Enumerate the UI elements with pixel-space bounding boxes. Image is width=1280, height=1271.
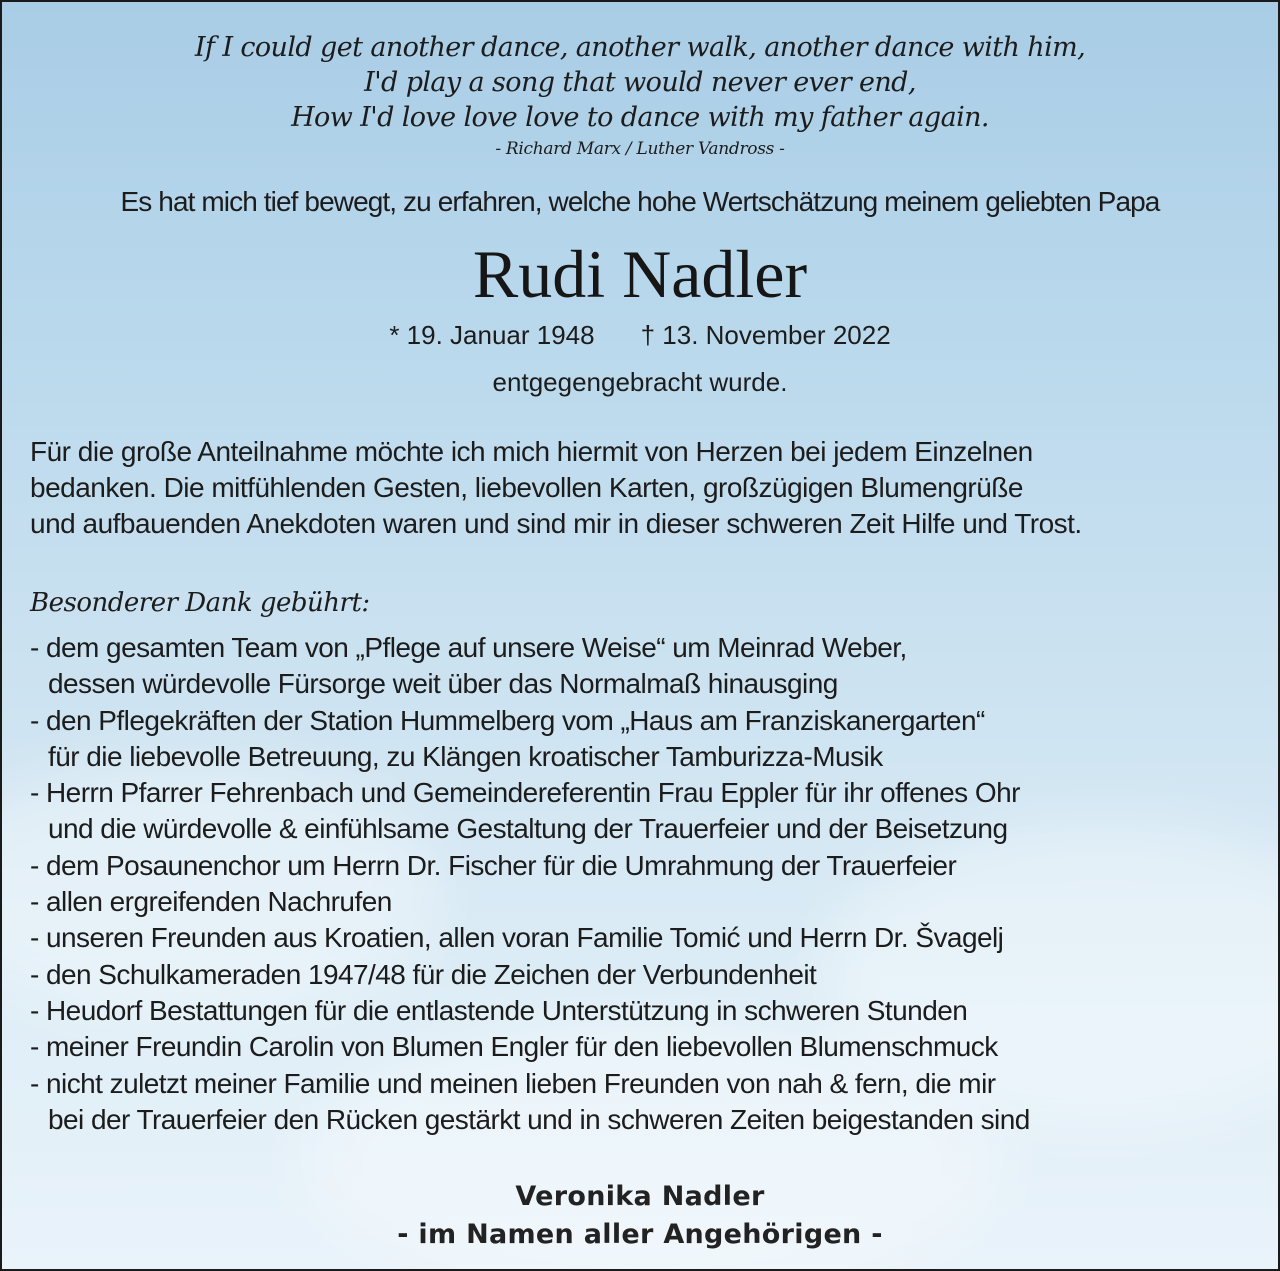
list-item: - allen ergreifenden Nachrufen xyxy=(30,886,392,918)
list-item-continuation: und die würdevolle & einfühlsame Gestaltung der Trauerfeier und der Beisetzung xyxy=(48,813,1008,845)
quote-line: How I'd love love love to dance with my father again. xyxy=(291,102,989,133)
list-item: - dem gesamten Team von „Pflege auf unsere Weise“ um Meinrad Weber, xyxy=(30,632,907,663)
death-date: † 13. November 2022 xyxy=(640,320,891,350)
quote-line: I'd play a song that would never ever end, xyxy=(364,67,916,98)
quote-line: If I could get another dance, another walk, another dance with him, xyxy=(194,32,1086,63)
list-item: - dem Posaunenchor um Herrn Dr. Fischer für die Umrahmung der Trauerfeier xyxy=(30,849,957,881)
birth-date: * 19. Januar 1948 xyxy=(389,320,595,350)
list-item: - den Pflegekräften der Station Hummelberg vom „Haus am Franziskanergarten“ xyxy=(30,704,985,736)
signer-note: - im Namen aller Angehörigen - xyxy=(397,1219,883,1250)
list-item-continuation: bei der Trauerfeier den Rücken gestärkt und in schweren Zeiten beigestanden sind xyxy=(48,1103,1030,1135)
intro-text: Es hat mich tief bewegt, zu erfahren, welche hohe Wertschätzung meinem geliebten Papa xyxy=(120,186,1160,217)
thanks-paragraph xyxy=(30,434,1260,542)
list-item: - meiner Freundin Carolin von Blumen Engler für den liebevollen Blumenschmuck xyxy=(30,1031,998,1063)
paragraph-line: Für die große Anteilnahme möchte ich mich hiermit von Herzen bei jedem Einzelnen xyxy=(30,436,1033,467)
received-text: entgegengebracht wurde. xyxy=(492,367,788,397)
quote-author: - Richard Marx / Luther Vandross - xyxy=(495,139,785,159)
special-thanks-list xyxy=(30,630,1260,1138)
list-item: - den Schulkameraden 1947/48 für die Zeichen der Verbundenheit xyxy=(30,958,817,990)
list-item-continuation: dessen würdevolle Fürsorge weit über das Normalmaß hinausging xyxy=(48,668,838,700)
special-thanks-heading: Besonderer Dank gebührt: xyxy=(30,588,370,618)
list-item: - Heudorf Bestattungen für die entlastende Unterstützung in schweren Stunden xyxy=(30,994,968,1026)
list-item: - unseren Freunden aus Kroatien, allen voran Familie Tomić und Herrn Dr. Švagelj xyxy=(30,922,1004,954)
paragraph-line: bedanken. Die mitfühlenden Gesten, liebevollen Karten, großzügigen Blumengrüße xyxy=(30,472,1023,503)
list-item: - nicht zuletzt meiner Familie und meinen lieben Freunden von nah & fern, die mir xyxy=(30,1067,996,1099)
list-item-continuation: für die liebevolle Betreuung, zu Klängen kroatischer Tamburizza-Musik xyxy=(48,740,883,772)
signer-name: Veronika Nadler xyxy=(515,1181,765,1212)
song-quote xyxy=(2,30,1278,135)
signature-block xyxy=(2,1178,1278,1254)
life-dates xyxy=(2,320,1278,351)
list-item: - Herrn Pfarrer Fehrenbach und Gemeindereferentin Frau Eppler für ihr offenes Ohr xyxy=(30,777,1020,809)
paragraph-line: und aufbauenden Anekdoten waren und sind mir in dieser schweren Zeit Hilfe und Trost. xyxy=(30,508,1082,539)
deceased-name: Rudi Nadler xyxy=(472,236,808,312)
